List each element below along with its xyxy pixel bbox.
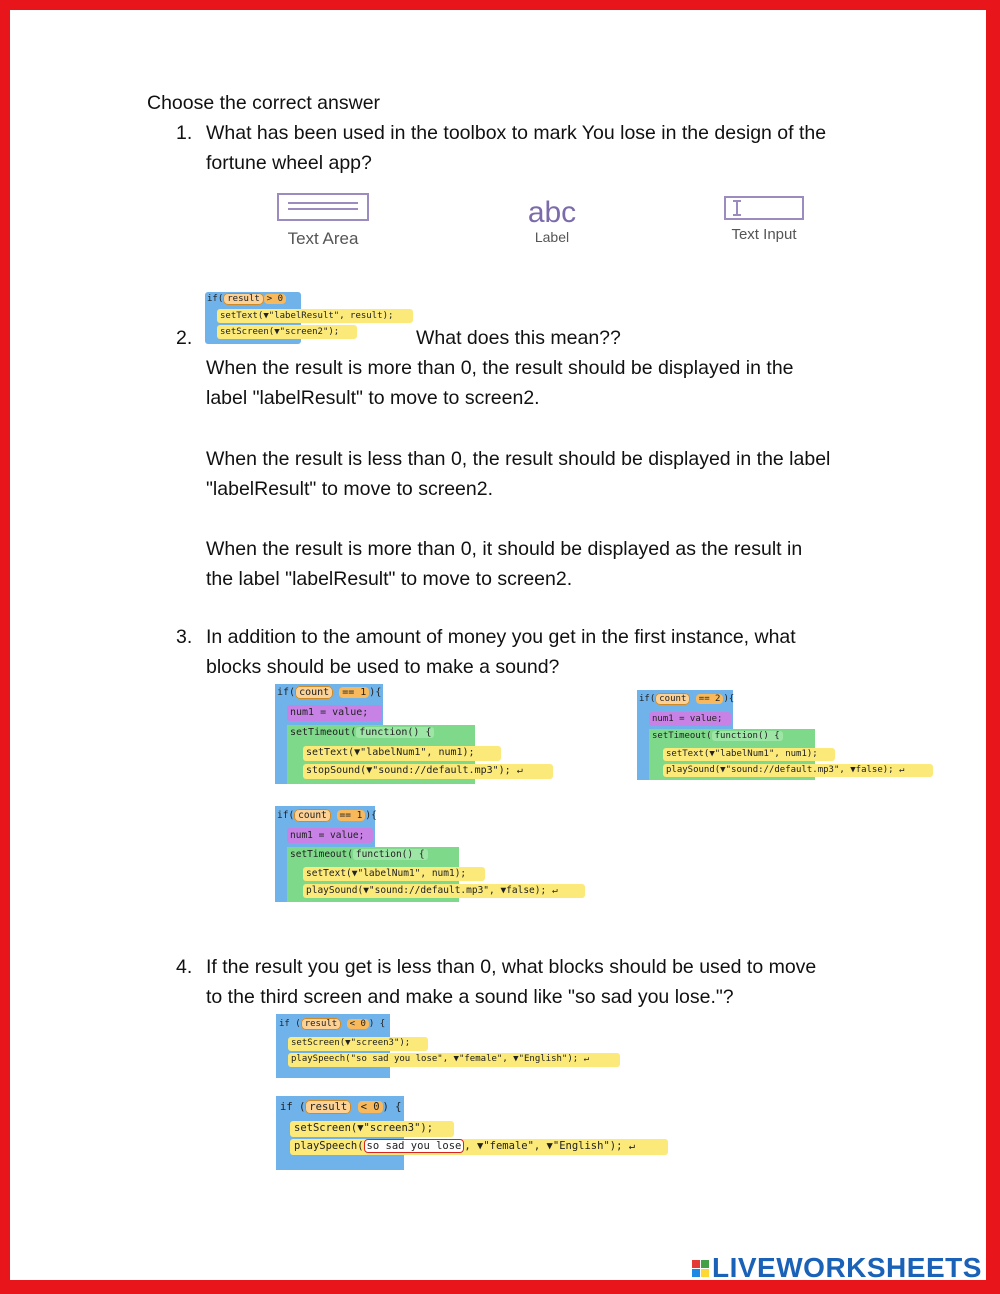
settext-line: setText(▼"labelNum1", num1); — [306, 868, 467, 879]
setscreen-line: setScreen(▼"screen3"); — [294, 1122, 434, 1134]
settext-line: setText(▼"labelNum1", num1); — [666, 749, 818, 759]
timeout-fn: setTimeout( — [290, 727, 357, 738]
cond-var: count — [295, 686, 333, 699]
function-keyword: function() { — [712, 731, 783, 741]
setscreen-line: setScreen(▼"screen3"); — [291, 1038, 411, 1048]
setscreen-end: ); — [328, 327, 340, 337]
timeout-fn: setTimeout( — [652, 731, 712, 741]
label-abc-icon: abc — [527, 196, 577, 229]
q3-text-line2: blocks should be used to make a sound? — [206, 656, 560, 678]
sound-line: stopSound(▼"sound://default.mp3"); ↵ — [306, 765, 523, 776]
settext-arg2: , result); — [339, 311, 394, 321]
playspeech-rest: , ▼"female", ▼"English"); ↵ — [464, 1140, 636, 1152]
text-input-caption: Text Input — [731, 226, 797, 243]
q2-code-block — [205, 292, 415, 344]
liveworksheets-logo — [692, 1253, 982, 1283]
function-keyword: function() { — [353, 849, 428, 860]
q2-question: What does this mean?? — [416, 327, 621, 349]
label-option[interactable] — [512, 197, 592, 245]
q4-text-line2: to the third screen and make a sound like "so sad you lose."? — [206, 986, 734, 1008]
cond-op: == 1 — [337, 810, 366, 821]
cond-var: count — [294, 809, 331, 822]
playspeech-fn: playSpeech( — [294, 1140, 364, 1152]
logo-squares-icon — [692, 1260, 709, 1277]
q2-option3-line1[interactable]: When the result is more than 0, it should be displayed as the result in — [206, 538, 803, 560]
settext-arg1: ▼"labelResult" — [263, 311, 340, 321]
q1-text-line2: fortune wheel app? — [206, 152, 372, 174]
label-caption: Label — [534, 229, 570, 245]
playspeech-line: playSpeech("so sad you lose", ▼"female", ▼"English"); ↵ — [291, 1054, 590, 1064]
cond-var: result — [305, 1100, 351, 1114]
cond-op: == 1 — [339, 687, 369, 698]
q2-option1-line2[interactable]: label "labelResult" to move to screen2. — [206, 387, 540, 409]
q3-option-b-code[interactable]: if( count == 2 ){ num1 = value; setTimeout( function() { setText(▼"labelNum1", num1); playSound(▼"sound://default.mp3", ▼false); ↵ — [637, 690, 933, 780]
q2-option2-line2[interactable]: "labelResult" to move to screen2. — [206, 478, 493, 500]
q4-text-line1: If the result you get is less than 0, what blocks should be used to move — [206, 956, 817, 978]
cond-var: count — [655, 693, 690, 705]
q2-option2-line1[interactable]: When the result is less than 0, the result should be displayed in the label — [206, 448, 831, 470]
cond-var: result — [301, 1018, 342, 1030]
q4-option-a-code[interactable]: if ( result < 0 ) { setScreen(▼"screen3"); playSpeech("so sad you lose", ▼"female", ▼"English"); ↵ — [276, 1014, 622, 1078]
timeout-fn: setTimeout( — [290, 849, 353, 860]
if-keyword: if ( — [280, 1101, 306, 1113]
q2-number: 2. — [176, 327, 193, 349]
assign-line: num1 = value; — [652, 714, 723, 724]
sound-line: playSound(▼"sound://default.mp3", ▼false); ↵ — [666, 765, 905, 775]
instructions: Choose the correct answer — [147, 92, 381, 114]
q3-option-c-code[interactable]: if( count == 1 ){ num1 = value; setTimeout( function() { setText(▼"labelNum1", num1); playSound(▼"sound://default.mp3", ▼false); ↵ — [275, 806, 587, 902]
cond-op: > 0 — [264, 294, 286, 304]
if-keyword: if ( — [279, 1019, 301, 1029]
settext-fn: setText( — [220, 311, 264, 321]
q3-option-a-code[interactable]: if( count == 1 ){ num1 = value; setTimeout( function() { setText(▼"labelNum1", num1); stopSound(▼"sound://default.mp3"); ↵ — [275, 684, 560, 784]
assign-line: num1 = value; — [290, 830, 365, 841]
cond-op: < 0 — [347, 1019, 369, 1029]
text-input-option[interactable] — [714, 195, 814, 243]
cond-var: result — [223, 293, 264, 305]
settext-line: setText(▼"labelNum1", num1); — [306, 747, 475, 758]
cond-op: < 0 — [358, 1101, 383, 1113]
cond-op: == 2 — [696, 694, 724, 704]
q1-number: 1. — [176, 122, 193, 144]
if-keyword: if( — [207, 294, 224, 304]
logo-text: LIVEWORKSHEETS — [712, 1252, 982, 1283]
setscreen-fn: setScreen( — [220, 327, 275, 337]
sound-line: playSound(▼"sound://default.mp3", ▼false); ↵ — [306, 885, 558, 896]
q1-text-line1: What has been used in the toolbox to mark You lose in the design of the — [206, 122, 827, 144]
q2-option3-line2[interactable]: the label "labelResult" to move to screen2. — [206, 568, 573, 590]
q2-option1-line1[interactable]: When the result is more than 0, the result should be displayed in the — [206, 357, 794, 379]
q3-number: 3. — [176, 626, 193, 648]
speech-text-slot: so sad you lose — [364, 1139, 465, 1153]
assign-line: num1 = value; — [290, 707, 369, 718]
text-area-option[interactable] — [268, 192, 378, 249]
q4-option-b-code[interactable]: if ( result < 0 ) { setScreen(▼"screen3"); playSpeech( so sad you lose , ▼"female", ▼"English"); ↵ — [276, 1096, 670, 1170]
text-area-caption: Text Area — [287, 229, 359, 248]
text-input-icon — [723, 195, 805, 221]
setscreen-arg: ▼"screen2" — [274, 327, 329, 337]
function-keyword: function() { — [356, 727, 434, 738]
q3-text-line1: In addition to the amount of money you get in the first instance, what — [206, 626, 796, 648]
q4-number: 4. — [176, 956, 193, 978]
text-area-icon — [276, 192, 370, 222]
